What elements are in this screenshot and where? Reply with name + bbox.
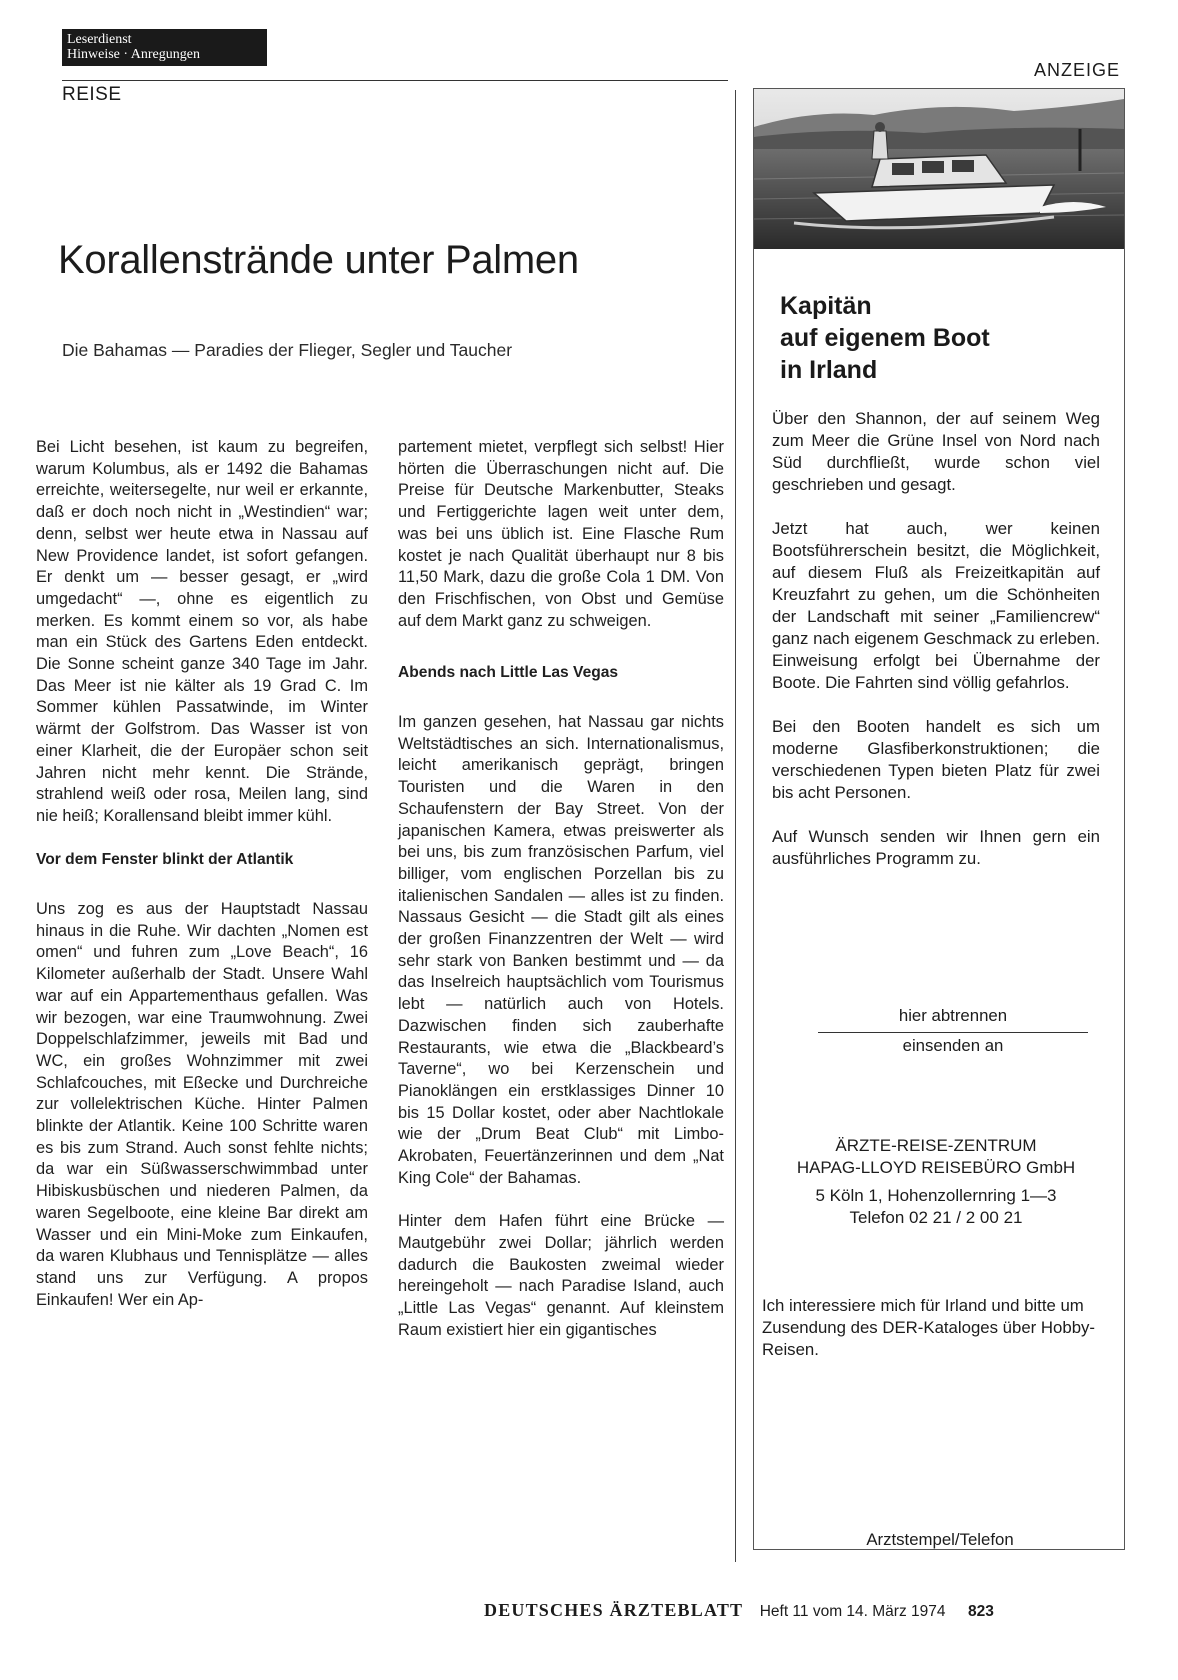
ad-headline-line: in Irland bbox=[780, 356, 878, 384]
subheading: Vor dem Fenster blinkt der Atlantik bbox=[36, 851, 294, 869]
article-subtitle: Die Bahamas — Paradies der Flieger, Segler und Taucher bbox=[62, 340, 513, 360]
subheading: Abends nach Little Las Vegas bbox=[398, 664, 619, 682]
page-footer bbox=[484, 1600, 994, 1621]
address-line: ÄRZTE-REISE-ZENTRUM bbox=[835, 1136, 1037, 1155]
paragraph: Hinter dem Hafen führt eine Brücke — Mautgebühr zwei Dollar; jährlich werden dadurch die Baukosten zweimal wieder hereingeholt — nach Paradise Island, auch „Little Las Vegas“ genannt. Auf kleinstem Raum existiert hier ein gigantisches bbox=[398, 1212, 724, 1339]
label-line-2: Hinweise · Anregungen bbox=[67, 47, 200, 62]
paragraph: Uns zog es aus der Hauptstadt Nassau hinaus in die Ruhe. Wir dachten „Nomen est omen“ und fuhren zum „Love Beach“, 16 Kilometer außerhalb der Stadt. Unsere Wahl war auf ein Appartementhaus gefallen. Was wir bezogen, war eine Traumwohnung. Zwei Doppelschlafzimmer, jeweils mit Bad und WC, ein großes Wohnzimmer mit zwei Schlafcouches, mit Eßecke und Durchreiche zur vollelektrischen Küche. Hinter Palmen blinkte der Atlantik. Keine 100 Schritte waren es bis zum Strand. Auch sonst fehlte nichts; da war ein Süßwasserschwimmbad unter Hibiskusbüschen und niederen Palmen, da waren Segelboote, eine kleine Bar direkt am Wasser und ein Mini-Moke zum Einkaufen, da waren Klubhaus und Tennisplätze — alles stand uns zur Verfügung. A propos Einkaufen! Wer ein Ap- bbox=[36, 900, 368, 1309]
coupon-request-text: Ich interessiere mich für Irland und bitte um Zusendung des DER-Kataloges über Hobby-Reisen. bbox=[762, 1296, 1096, 1359]
header-rule bbox=[62, 80, 728, 81]
send-to-label: einsenden an bbox=[902, 1036, 1004, 1055]
cut-here-label: hier abtrennen bbox=[898, 1006, 1008, 1025]
article-title: Korallenstrände unter Palmen bbox=[58, 238, 579, 282]
paragraph: Im ganzen gesehen, hat Nassau gar nichts Weltstädtisches an sich. Internationalismus, leicht amerikanisch geprägt, bringen Touristen und die Waren in den Schaufenstern der Bay Street. Von der japanischen Kamera, etwas preiswerter als bei uns, bis zum französischen Parfum, viel billiger, vom englischen Porzellan bis zu italienischen Sandalen — alles ist zu finden. Nassaus Gesicht — die Stadt gilt als eines der großen Finanzzentren der Welt — wird sehr stark von Banken bestimmt und — da das Inselreich hauptsächlich vom Tourismus lebt — natürlich auch von Hotels. Dazwischen finden sich zauberhafte Restaurants, wie etwa die „Blackbeard’s Taverne“, wo bei Kerzenschein und Pianoklängen ein erstklassiges Dinner 10 bis 15 Dollar kostet, oder aber Nachtlokale wie der „Drum Beat Club“ mit Limbo-Akrobaten, Feuertänzerinnen und dem „Nat King Cole“ der Bahamas. bbox=[398, 713, 724, 1187]
address-line: Telefon 02 21 / 2 00 21 bbox=[849, 1208, 1023, 1227]
ad-headline-line: Kapitän bbox=[780, 292, 872, 320]
leserdienst-label bbox=[62, 29, 267, 66]
ad-body bbox=[772, 408, 1100, 892]
issue-info: Heft 11 vom 14. März 1974 bbox=[759, 1603, 946, 1620]
ad-headline bbox=[780, 290, 990, 386]
label-line-1: Leserdienst bbox=[67, 32, 132, 47]
address-block bbox=[760, 1135, 1112, 1229]
address-line: HAPAG-LLOYD REISEBÜRO GmbH bbox=[796, 1158, 1076, 1177]
column-divider bbox=[735, 90, 736, 1562]
stamp-field-label: Arztstempel/Telefon bbox=[866, 1530, 1014, 1549]
page-number: 823 bbox=[967, 1603, 994, 1620]
boat-photo bbox=[754, 89, 1124, 249]
ad-paragraph: Über den Shannon, der auf seinem Weg zum Meer die Grüne Insel von Nord nach Süd durchfließt, wurde schon viel geschrieben und gesagt. bbox=[772, 409, 1100, 494]
ad-paragraph: Auf Wunsch senden wir Ihnen gern ein ausführliches Programm zu. bbox=[772, 827, 1100, 868]
journal-name: DEUTSCHES ÄRZTEBLATT bbox=[484, 1600, 744, 1620]
ad-paragraph: Bei den Booten handelt es sich um moderne Glasfiberkonstruktionen; die verschiedenen Typen bieten Platz für zwei bis acht Personen. bbox=[772, 717, 1100, 802]
address-line: 5 Köln 1, Hohenzollernring 1—3 bbox=[815, 1186, 1057, 1205]
article-column-1 bbox=[36, 437, 368, 1333]
article-column-2 bbox=[398, 437, 724, 1363]
section-label: REISE bbox=[62, 84, 122, 105]
cut-line bbox=[818, 1032, 1088, 1033]
ad-headline-line: auf eigenem Boot bbox=[780, 324, 990, 352]
paragraph: partement mietet, verpflegt sich selbst! Hier hörten die Überraschungen nicht auf. Die Preise für Deutsche Markenbutter, Steaks und Fertiggerichte lagen weit unter dem, was bei uns üblich ist. Eine Flasche Rum kostet je nach Qualität überhaupt nur 8 bis 11,50 Mark, dazu die große Cola 1 DM. Von den Frischfischen, von Obst und Gemüse auf dem Markt ganz zu schweigen. bbox=[398, 438, 724, 630]
ad-tag: ANZEIGE bbox=[1034, 60, 1121, 80]
paragraph: Bei Licht besehen, ist kaum zu begreifen, warum Kolumbus, als er 1492 die Bahamas erreichte, weitersegelte, nur weil er erkannte, daß er doch noch nicht in „Westindien“ war; denn, selbst wer heute etwa in Nassau auf New Providence landet, ist sofort gefangen. Er denkt um — besser gesagt, er „wird umgedacht“ —, ohne es eigentlich zu merken. Es kommt einem so vor, als habe man ein Stück des Gartens Eden entdeckt. Die Sonne scheint ganze 340 Tage im Jahr. Das Meer ist nie kälter als 19 Grad C. Im Sommer kühlen Passatwinde, im Winter wärmt der Golfstrom. Das Wasser ist von einer Klarheit, die der Europäer schon seit Jahren nicht mehr kennt. Die Strände, strahlend weiß oder rosa, Meilen lang, sind nie heiß; Korallensand bleibt immer kühl. bbox=[36, 438, 368, 825]
ad-paragraph: Jetzt hat auch, wer keinen Bootsführerschein besitzt, die Möglichkeit, auf diesem Fluß als Freizeitkapitän auf Kreuzfahrt zu gehen, um die Schönheiten der Landschaft mit seiner „Familiencrew“ ganz nach eigenem Geschmack zu erleben. Einweisung erfolgt bei Übernahme der Boote. Die Fahrten sind völlig gefahrlos. bbox=[772, 519, 1100, 692]
